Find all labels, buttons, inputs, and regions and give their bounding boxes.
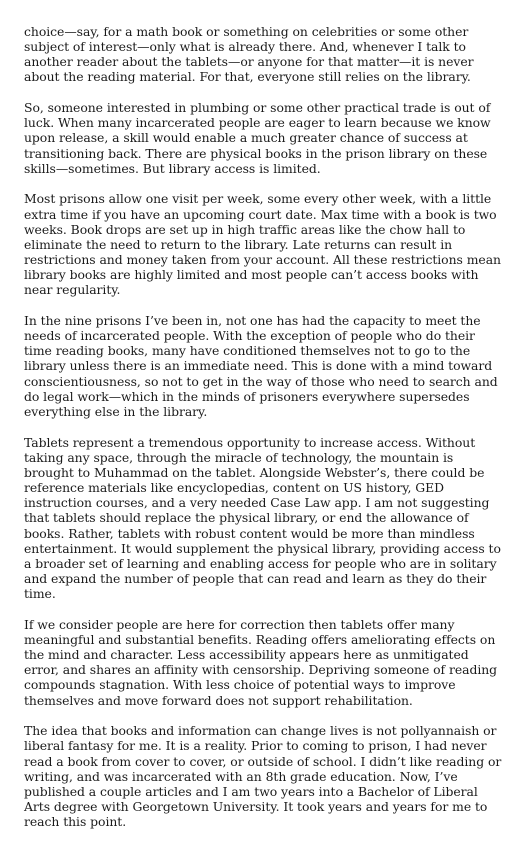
paragraph-1: choice—say, for a math book or something on celebrities or some other subject of interest—only what is already there. And, whenever I talk to another reader about the tablets—or anyone for that matter—it is never about the reading material. For that, everyone still relies on the library. bbox=[24, 24, 474, 85]
document-body bbox=[24, 24, 506, 845]
paragraph-5: Tablets represent a tremendous opportunity to increase access. Without taking any space, through the miracle of technology, the mountain is brought to Muhammad on the tablet. Alongside Webster’s, there could be reference materials like encyclopedias, content on US history, GED instruction courses, and a very needed Case Law app. I am not suggesting that tablets should replace the physical library, or end the allowance of books. Rather, tablets with robust content would be more than mindless entertainment. It would supplement the physical library, providing access to a broader set of learning and enabling access for people who are in solitary and expand the number of people that can read and learn as they do their time. bbox=[24, 434, 501, 602]
paragraph-6: If we consider people are here for correction then tablets offer many meaningful and substantial benefits. Reading offers ameliorating effects on the mind and character. Less accessibility appears here as unmitigated error, and shares an affinity with censorship. Depriving someone of reading compounds stagnation. With less choice of potential ways to improve themselves and move forward does not support rehabilitation. bbox=[24, 616, 498, 708]
paragraph-4: In the nine prisons I’ve been in, not one has had the capacity to meet the needs of incarcerated people. With the exception of people who do their time reading books, many have conditioned themselves not to go to the library unless there is an immediate need. This is done with a mind toward conscientiousness, so not to get in the way of those who need to search and do legal work—which in the minds of prisoners everywhere supersedes everything else in the library. bbox=[24, 313, 498, 419]
paragraph-7: The idea that books and information can change lives is not pollyannaish or liberal fantasy for me. It is a reality. Prior to coming to prison, I had never read a book from cover to cover, or outside of school. I didn’t like reading or writing, and was incarcerated with an 8th grade education. Now, I’ve published a couple articles and I am two years into a Bachelor of Liberal Arts degree with Georgetown University. It took years and years for me to reach this point. bbox=[24, 723, 502, 830]
paragraph-2: So, someone interested in plumbing or some other practical trade is out of luck. When many incarcerated people are eager to learn because we know upon release, a skill would enable a much greater chance of success at transitioning back. There are physical books in the prison library on these skills—sometimes. But library access is limited. bbox=[24, 100, 491, 176]
paragraph-3: Most prisons allow one visit per week, some every other week, with a little extra time if you have an upcoming court date. Max time with a book is two weeks. Book drops are set up in high traffic areas like the chow hall to eliminate the need to return to the library. Late returns can result in restrictions and money taken from your account. All these restrictions mean library books are highly limited and most people can’t access books with near regularity. bbox=[24, 191, 501, 298]
